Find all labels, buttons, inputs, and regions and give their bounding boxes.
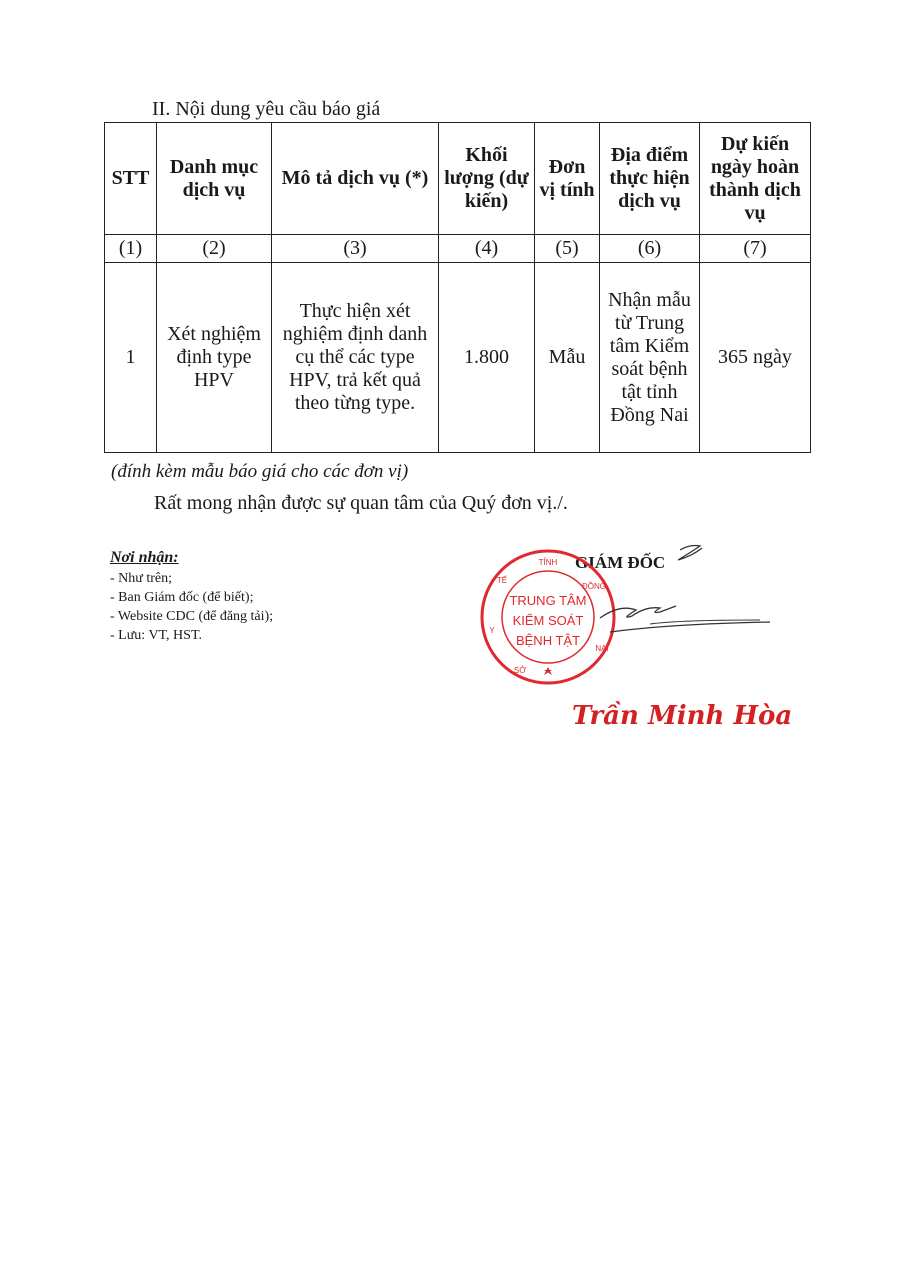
header-service: Danh mục dịch vụ — [157, 123, 272, 235]
attachment-note: (đính kèm mẫu báo giá cho các đơn vị) — [111, 461, 409, 482]
cell-quantity: 1.800 — [439, 263, 535, 453]
header-quantity: Khối lượng (dự kiến) — [439, 123, 535, 235]
stamp-text: BỆNH TẬT — [515, 633, 581, 648]
table-row — [105, 263, 811, 453]
header-stt: STT — [105, 123, 157, 235]
recipients-title: Nơi nhận: — [110, 549, 179, 566]
header-completion: Dự kiến ngày hoàn thành dịch vụ — [700, 123, 811, 235]
quote-table — [104, 122, 811, 453]
recipient-item: - Như trên; — [110, 571, 173, 586]
recipient-item: - Lưu: VT, HST. — [110, 628, 202, 643]
stamp-ring-text: TẾ — [496, 576, 508, 585]
column-number: (6) — [600, 235, 700, 263]
column-number: (5) — [535, 235, 600, 263]
stamp-star-icon — [544, 667, 552, 675]
cell-completion: 365 ngày — [700, 263, 811, 453]
closing-text: Rất mong nhận được sự quan tâm của Quý đơn vị./. — [154, 492, 568, 514]
header-description: Mô tả dịch vụ (*) — [272, 123, 439, 235]
cell-service: Xét nghiệm định type HPV — [157, 263, 272, 453]
column-number: (1) — [105, 235, 157, 263]
section-title: II. Nội dung yêu cầu báo giá — [152, 98, 381, 120]
recipients-block — [110, 548, 273, 645]
column-number: (4) — [439, 235, 535, 263]
stamp-text: TRUNG TÂM — [509, 593, 587, 608]
cell-location: Nhận mẫu từ Trung tâm Kiểm soát bệnh tật tỉnh Đồng Nai — [600, 263, 700, 453]
table-header-row — [105, 123, 811, 235]
column-number: (3) — [272, 235, 439, 263]
cell-stt: 1 — [105, 263, 157, 453]
handwritten-signature — [590, 540, 770, 650]
stamp-text: KIỂM SOÁT — [512, 613, 584, 628]
column-number: (7) — [700, 235, 811, 263]
column-number: (2) — [157, 235, 272, 263]
recipient-item: - Ban Giám đốc (để biết); — [110, 590, 254, 605]
signer-title: GIÁM ĐỐC — [575, 553, 666, 572]
column-number-row — [105, 235, 811, 263]
cell-unit: Mẫu — [535, 263, 600, 453]
stamp-ring-text: SỞ — [513, 666, 527, 675]
stamp-ring-text: TỈNH — [538, 558, 558, 567]
stamp-ring-text: Y — [489, 626, 495, 635]
cell-description: Thực hiện xét nghiệm định danh cụ thể các type HPV, trả kết quả theo từng type. — [272, 263, 439, 453]
header-unit: Đơn vị tính — [535, 123, 600, 235]
stamp-ring-text: ĐỒNG — [582, 582, 606, 591]
signer-name: Trần Minh Hòa — [572, 701, 793, 731]
stamp-ring-text: NAI — [595, 644, 609, 653]
recipient-item: - Website CDC (để đăng tải); — [110, 609, 274, 624]
header-location: Địa điểm thực hiện dịch vụ — [600, 123, 700, 235]
